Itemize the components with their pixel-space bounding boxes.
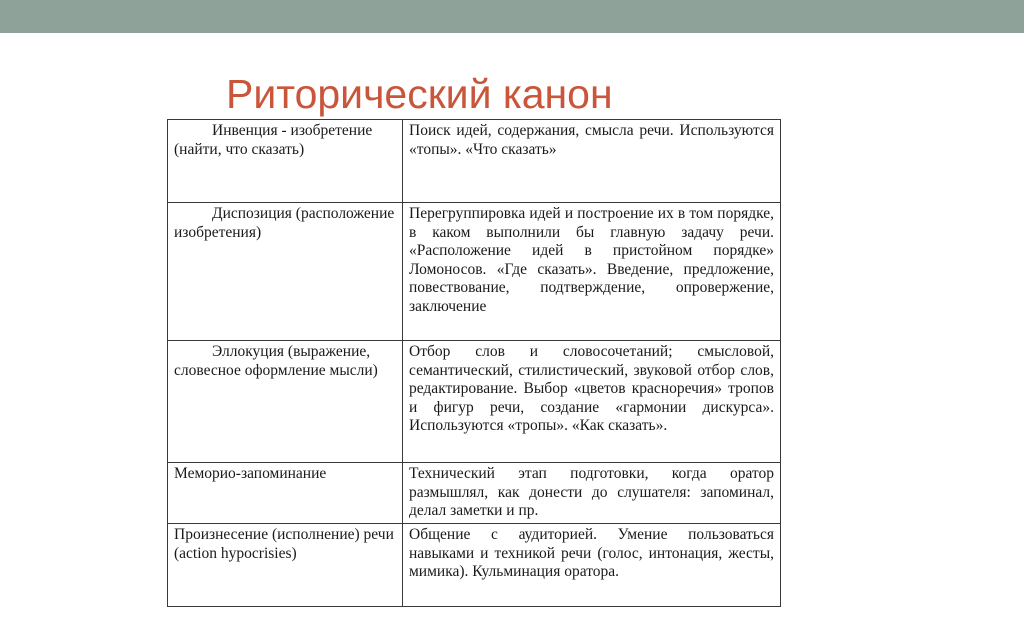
term-text: Диспозиция (расположение изобретения) <box>174 205 395 241</box>
term-text: Эллокуция (выражение, словесное оформление мысли) <box>174 343 378 379</box>
table-row <box>168 524 781 607</box>
slide-title: Риторический канон <box>226 71 613 117</box>
term-cell: Меморио-запоминание <box>168 463 403 524</box>
table-row <box>168 341 781 463</box>
description-cell: Отбор слов и словосочетаний; смысловой, семантический, стилистический, звуковой отбор слов, редактирование. Выбор «цветов красноречия» тропов и фигур речи, создание «гармонии дискурса». Используются «тропы». «Как сказать». <box>403 341 781 463</box>
table-row <box>168 463 781 524</box>
term-cell <box>168 120 403 203</box>
term-cell <box>168 203 403 341</box>
description-cell: Технический этап подготовки, когда оратор размышлял, как донести до слушателя: запоминал, делал заметки и пр. <box>403 463 781 524</box>
term-cell: Произнесение (исполнение) речи (action hypocrisies) <box>168 524 403 607</box>
table-row <box>168 120 781 203</box>
description-cell: Общение с аудиторией. Умение пользоваться навыками и техникой речи (голос, интонация, жесты, мимика). Кульминация оратора. <box>403 524 781 607</box>
description-cell: Поиск идей, содержания, смысла речи. Используются «топы». «Что сказать» <box>403 120 781 203</box>
top-bar <box>0 0 1024 33</box>
table-row <box>168 203 781 341</box>
term-text: Инвенция - изобретение (найти, что сказать) <box>174 122 373 158</box>
description-cell: Перегруппировка идей и построение их в том порядке, в каком выполнили бы главную задачу речи. «Расположение идей в пристойном порядке» Ломоносов. «Где сказать». Введение, предложение, повествование, подтверждение, опровержение, заключение <box>403 203 781 341</box>
rhetorical-canon-table <box>167 119 781 607</box>
term-cell <box>168 341 403 463</box>
